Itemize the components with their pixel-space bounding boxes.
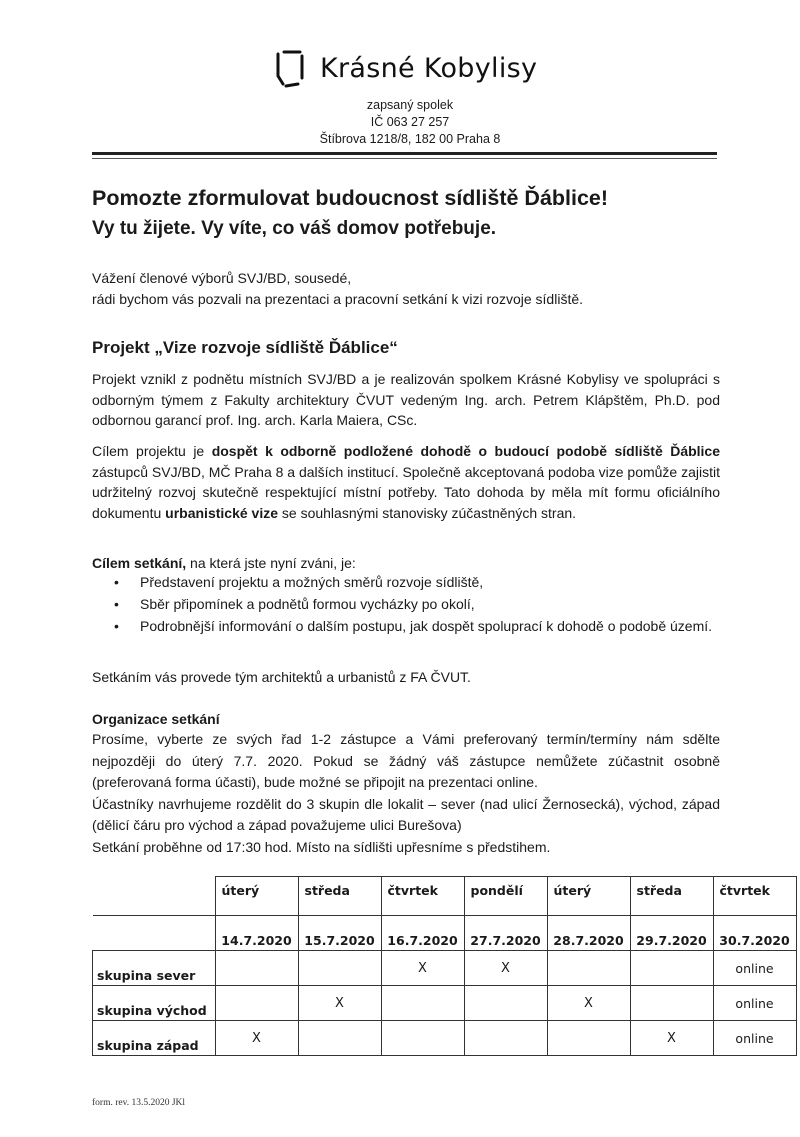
day-cell: středa (298, 877, 381, 916)
day-cell: pondělí (464, 877, 547, 916)
table-row-group-north (93, 951, 797, 986)
list-item (92, 616, 720, 637)
table-cell (298, 1021, 381, 1056)
org-ico: IČ 063 27 257 (370, 115, 450, 129)
table-cell (298, 951, 381, 986)
greeting-line-1: Vážení členové výborů SVJ/BD, sousedé, (92, 270, 352, 286)
table-corner (93, 877, 216, 916)
goal-text-post: se souhlasnými stanovisky zúčastněných stran. (278, 504, 577, 521)
table-cell (630, 986, 713, 1021)
project-heading: Projekt „Vize rozvoje sídliště Ďáblice“ (92, 338, 398, 357)
bullet-icon: • (114, 596, 119, 612)
table-cell (547, 951, 630, 986)
header-divider-thin (92, 158, 717, 159)
list-item-text: Sběr připomínek a podnětů formou vycházky po okolí, (140, 596, 475, 612)
bullet-icon: • (114, 574, 119, 590)
meeting-goal-lead: Cílem setkání, (92, 555, 187, 571)
date-cell: 15.7.2020 (298, 916, 381, 951)
page-subtitle: Vy tu žijete. Vy víte, co váš domov potřebuje. (92, 218, 497, 239)
guide-paragraph: Setkáním vás provede tým architektů a urbanistů z FA ČVUT. (92, 669, 471, 685)
list-item-text: Představení projektu a možných směrů rozvoje sídliště, (140, 574, 484, 590)
goal-text-bold-2: urbanistické vize (165, 504, 278, 521)
goal-text-mid: zástupců SVJ/BD, MČ Praha 8 a dalších institucí. Společně akceptovaná podoba vize pomůže zajistit udržitelný rozvoj skutečně respektující místní potřeby. Tato dohoda by měla mít formu oficiálního dokumentu (92, 463, 721, 521)
table-cell (630, 951, 713, 986)
day-cell: úterý (547, 877, 630, 916)
organization-text-3: Setkání proběhne od 17:30 hod. Místo na sídlišti upřesníme s předstihem. (92, 838, 551, 855)
date-cell: 16.7.2020 (381, 916, 464, 951)
greeting (92, 268, 583, 310)
table-row-dates (93, 916, 797, 951)
table-row-group-west (93, 1021, 797, 1056)
organization-paragraph (92, 729, 720, 858)
table-cell (381, 986, 464, 1021)
table-cell (464, 1021, 547, 1056)
organization-heading: Organizace setkání (92, 711, 220, 727)
header-divider (92, 152, 717, 155)
table-cell (547, 1021, 630, 1056)
organization-text-2: Účastníky navrhujeme rozdělit do 3 skupin dle lokalit – sever (nad ulicí Žernosecká), východ, západ (dělicí čáru pro východ a západ považujeme ulici Burešova) (92, 795, 720, 833)
date-cell: 14.7.2020 (215, 916, 298, 951)
table-cell-online: online (713, 1021, 796, 1056)
meeting-goal-list (92, 572, 720, 638)
table-cell (464, 986, 547, 1021)
goal-text-bold-1: dospět k odborně podložené dohodě o budoucí podobě sídliště Ďáblice (211, 443, 721, 459)
table-cell (215, 986, 298, 1021)
table-cell: X (381, 951, 464, 986)
group-label: skupina sever (93, 951, 216, 986)
table-row-days (93, 877, 797, 916)
date-cell: 29.7.2020 (630, 916, 713, 951)
table-cell: X (630, 1021, 713, 1056)
date-cell: 28.7.2020 (547, 916, 630, 951)
organization-text-1: Prosíme, vyberte ze svých řad 1-2 zástupce a Vámi preferovaný termín/termíny nám sdělte nejpozději do úterý 7.7. 2020. Pokud se žádný váš zástupce nemůžete zúčastnit osobně (preferovaná forma účasti), bude možné se připojit na prezentaci online. (92, 731, 720, 790)
goal-paragraph (92, 441, 720, 523)
brand-header (272, 46, 537, 90)
table-cell-online: online (713, 951, 796, 986)
org-name: Krásné Kobylisy (320, 52, 538, 84)
table-cell: X (215, 1021, 298, 1056)
org-info (300, 97, 520, 148)
table-cell-online: online (713, 986, 796, 1021)
page-title: Pomozte zformulovat budoucnost sídliště Ďáblice! (92, 186, 609, 210)
schedule-table (92, 876, 797, 1056)
goal-text-pre: Cílem projektu je (92, 443, 212, 459)
day-cell: čtvrtek (381, 877, 464, 916)
day-cell: úterý (215, 877, 298, 916)
group-label: skupina západ (93, 1021, 216, 1056)
list-item-text: Podrobnější informování o dalším postupu, jak dospět spoluprací k dohodě o podobě území. (140, 618, 713, 634)
date-cell: 27.7.2020 (464, 916, 547, 951)
table-cell: X (298, 986, 381, 1021)
krasne-kobylisy-logo-icon (272, 46, 308, 90)
meeting-goal-rest: na která jste nyní zváni, je: (186, 555, 356, 571)
table-cell: X (464, 951, 547, 986)
group-label: skupina východ (93, 986, 216, 1021)
org-address: Štíbrova 1218/8, 182 00 Praha 8 (319, 132, 501, 146)
bullet-icon: • (114, 618, 119, 634)
greeting-line-2: rádi bychom vás pozvali na prezentaci a pracovní setkání k vizi rozvoje sídliště. (92, 291, 584, 307)
list-item (92, 594, 720, 615)
form-revision-footer: form. rev. 13.5.2020 JKl (92, 1098, 186, 1108)
project-paragraph: Projekt vznikl z podnětu místních SVJ/BD a je realizován spolkem Krásné Kobylisy ve spolupráci s odborným týmem z Fakulty architektury ČVUT vedeným Ing. arch. Petrem Klápštěm, Ph.D. pod odbornou garancí prof. Ing. arch. Karla Maiera, CSc. (92, 371, 720, 428)
meeting-goal-intro (92, 553, 720, 574)
table-cell (215, 951, 298, 986)
day-cell: středa (630, 877, 713, 916)
table-cell: X (547, 986, 630, 1021)
day-cell: čtvrtek (713, 877, 796, 916)
table-row-group-east (93, 986, 797, 1021)
list-item (92, 572, 720, 593)
date-cell: 30.7.2020 (713, 916, 796, 951)
org-type: zapsaný spolek (366, 98, 454, 112)
table-corner (93, 916, 216, 951)
table-cell (381, 1021, 464, 1056)
